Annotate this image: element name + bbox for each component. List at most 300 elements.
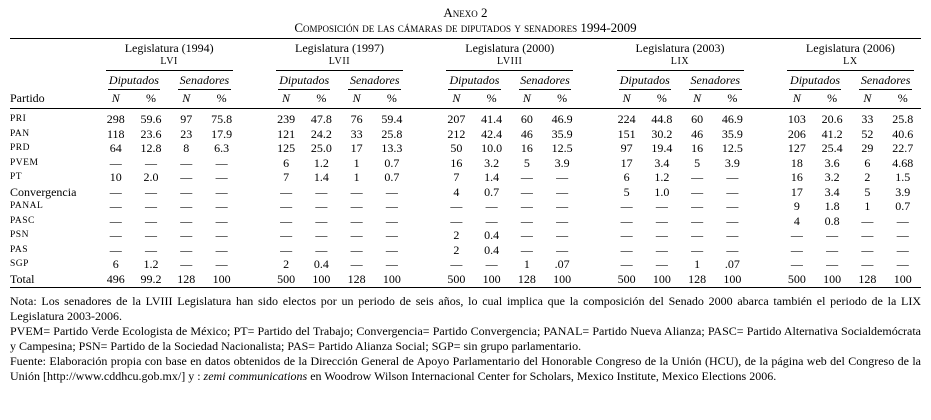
diputados-header: Diputados bbox=[439, 71, 510, 90]
column-gap bbox=[751, 214, 780, 229]
party-label: PASC bbox=[10, 215, 35, 226]
legislature-roman: LIX bbox=[670, 56, 690, 67]
value-cell: — bbox=[726, 228, 739, 242]
value-cell: 0.4 bbox=[484, 228, 500, 242]
value-cell: 1.8 bbox=[824, 199, 840, 213]
value-cell: 17 bbox=[790, 184, 803, 199]
value-cell: 2 bbox=[864, 170, 871, 184]
value-cell: 2 bbox=[283, 257, 290, 271]
column-gap bbox=[240, 199, 269, 214]
value-cell: 1.4 bbox=[484, 170, 500, 184]
value-cell: — bbox=[315, 242, 328, 257]
value-cell: 1 bbox=[864, 199, 871, 213]
value-cell: 3.2 bbox=[824, 170, 840, 184]
party-label: PT bbox=[10, 172, 23, 182]
value-cell: — bbox=[861, 257, 874, 271]
value-cell: — bbox=[556, 228, 569, 242]
value-cell: — bbox=[180, 199, 193, 213]
pct-header: % bbox=[885, 90, 921, 109]
value-cell: — bbox=[520, 242, 533, 257]
value-cell: — bbox=[215, 199, 228, 213]
party-row-sgp bbox=[10, 257, 921, 272]
value-cell: 50 bbox=[450, 141, 463, 155]
value-cell: — bbox=[385, 242, 398, 257]
party-row-pas bbox=[10, 243, 921, 258]
legislature-group-2000 bbox=[439, 39, 580, 72]
value-cell: 500 bbox=[439, 272, 473, 288]
column-gap bbox=[751, 39, 780, 72]
value-cell: — bbox=[385, 213, 398, 228]
senadores-header: Senadores bbox=[339, 71, 410, 90]
value-cell: — bbox=[556, 242, 569, 257]
table-title-block bbox=[10, 5, 921, 35]
column-gap bbox=[240, 127, 269, 142]
value-cell: 100 bbox=[203, 272, 239, 288]
value-cell: 64 bbox=[109, 141, 122, 155]
value-cell: — bbox=[485, 199, 498, 213]
fuente-italic: zemi communications bbox=[203, 369, 308, 383]
value-cell: 0.4 bbox=[313, 257, 329, 271]
value-cell: 60 bbox=[691, 112, 704, 126]
column-gap bbox=[580, 170, 609, 185]
value-cell: 5 bbox=[694, 155, 701, 170]
value-cell: — bbox=[620, 228, 633, 242]
pct-header: % bbox=[374, 90, 410, 109]
value-cell: 125 bbox=[277, 141, 296, 155]
value-cell: — bbox=[691, 184, 704, 199]
value-cell: 46 bbox=[520, 126, 533, 141]
column-gap bbox=[751, 109, 780, 127]
value-cell: — bbox=[655, 228, 668, 242]
value-cell: 33 bbox=[861, 112, 874, 126]
column-gap bbox=[751, 257, 780, 272]
column-gap bbox=[240, 257, 269, 272]
value-cell: — bbox=[280, 213, 293, 228]
party-row-pvem bbox=[10, 156, 921, 171]
column-gap bbox=[240, 156, 269, 171]
value-cell: — bbox=[145, 228, 158, 242]
value-cell: — bbox=[790, 228, 803, 242]
n-header: N bbox=[269, 90, 303, 109]
value-cell: 100 bbox=[544, 272, 580, 288]
value-cell: 59.6 bbox=[140, 112, 162, 126]
column-gap bbox=[240, 228, 269, 243]
value-cell: — bbox=[145, 184, 158, 199]
value-cell: 3.9 bbox=[724, 155, 740, 170]
party-label: Total bbox=[10, 272, 99, 288]
value-cell: 46.9 bbox=[721, 112, 743, 126]
party-label: PAS bbox=[10, 244, 29, 255]
value-cell: 100 bbox=[885, 272, 921, 288]
column-gap bbox=[410, 185, 439, 200]
value-cell: — bbox=[385, 199, 398, 213]
value-cell: — bbox=[215, 228, 228, 242]
column-gap bbox=[580, 257, 609, 272]
column-gap bbox=[580, 243, 609, 258]
column-gap bbox=[410, 71, 439, 90]
value-cell: 35.9 bbox=[721, 126, 743, 141]
value-cell: 18 bbox=[790, 155, 803, 170]
party-label: PAN bbox=[10, 128, 30, 139]
legislature-roman: LVIII bbox=[497, 56, 523, 67]
party-label: Convergencia bbox=[10, 184, 77, 199]
value-cell: .07 bbox=[554, 257, 570, 271]
legislature-roman: LX bbox=[843, 56, 858, 67]
value-cell: — bbox=[620, 199, 633, 213]
table-head bbox=[10, 39, 921, 109]
value-cell: — bbox=[790, 242, 803, 257]
legislature-roman: LVI bbox=[160, 56, 178, 67]
legislature-group-2006 bbox=[780, 39, 921, 72]
value-cell: 298 bbox=[106, 112, 125, 126]
party-row-pasc bbox=[10, 214, 921, 229]
column-gap bbox=[751, 156, 780, 171]
column-gap bbox=[410, 127, 439, 142]
value-cell: — bbox=[450, 213, 463, 228]
value-cell: 12.5 bbox=[551, 141, 573, 155]
legislature-header-row bbox=[10, 39, 921, 72]
column-gap bbox=[410, 109, 439, 127]
senadores-header: Senadores bbox=[680, 71, 751, 90]
value-cell: 0.7 bbox=[484, 184, 500, 199]
pct-header: % bbox=[203, 90, 239, 109]
column-gap bbox=[580, 109, 609, 127]
value-cell: 97 bbox=[180, 112, 193, 126]
value-cell: — bbox=[691, 213, 704, 228]
value-cell: 100 bbox=[303, 272, 339, 288]
legislature-name: Legislatura (2006) bbox=[805, 41, 895, 55]
value-cell: 212 bbox=[447, 126, 466, 141]
party-row-panal bbox=[10, 199, 921, 214]
annex-title: Anexo 2 bbox=[443, 5, 488, 20]
pct-header: % bbox=[544, 90, 580, 109]
value-cell: — bbox=[315, 184, 328, 199]
value-cell: 29 bbox=[861, 141, 874, 155]
value-cell: 103 bbox=[787, 112, 806, 126]
column-gap bbox=[410, 243, 439, 258]
value-cell: 128 bbox=[680, 272, 714, 288]
value-cell: — bbox=[350, 242, 363, 257]
value-cell: 24.2 bbox=[310, 126, 332, 141]
value-cell: 1 bbox=[694, 257, 701, 271]
value-cell: 52 bbox=[861, 126, 874, 141]
value-cell: 0.4 bbox=[484, 242, 500, 257]
senadores-header: Senadores bbox=[510, 71, 581, 90]
party-label: PVEM bbox=[10, 157, 39, 168]
senadores-header: Senadores bbox=[850, 71, 921, 90]
value-cell: 17.9 bbox=[211, 126, 233, 141]
value-cell: 151 bbox=[617, 126, 636, 141]
value-cell: 224 bbox=[617, 112, 636, 126]
value-cell: — bbox=[180, 170, 193, 184]
value-cell: 1 bbox=[353, 170, 360, 184]
value-cell: 128 bbox=[510, 272, 544, 288]
value-cell: 16 bbox=[450, 155, 463, 170]
table-caption: Composición de las cámaras de diputados y senadores 1994-2009 bbox=[294, 20, 637, 35]
column-gap bbox=[580, 272, 609, 288]
column-gap bbox=[410, 272, 439, 288]
column-gap bbox=[410, 257, 439, 272]
column-gap bbox=[751, 199, 780, 214]
column-gap bbox=[240, 272, 269, 288]
n-header: N bbox=[780, 90, 814, 109]
value-cell: — bbox=[109, 242, 122, 257]
value-cell: 25.0 bbox=[310, 141, 332, 155]
value-cell: — bbox=[691, 199, 704, 213]
party-label: PRI bbox=[10, 114, 27, 124]
value-cell: 2 bbox=[453, 242, 460, 257]
value-cell: 8 bbox=[183, 141, 190, 155]
value-cell: 6 bbox=[283, 155, 290, 170]
value-cell: 12.8 bbox=[140, 141, 162, 155]
value-cell: — bbox=[520, 213, 533, 228]
value-cell: — bbox=[109, 184, 122, 199]
value-cell: — bbox=[896, 242, 909, 257]
value-cell: 12.5 bbox=[721, 141, 743, 155]
fuente-after: en Woodrow Wilson Internacional Center for Scholars, Mexico Institute, Mexico Elections 2006. bbox=[307, 369, 777, 383]
value-cell: 1.2 bbox=[654, 170, 670, 184]
value-cell: — bbox=[315, 228, 328, 242]
column-gap bbox=[751, 127, 780, 142]
value-cell: 3.9 bbox=[895, 184, 911, 199]
party-label: PANAL bbox=[10, 201, 44, 211]
value-cell: — bbox=[726, 242, 739, 257]
value-cell: 500 bbox=[269, 272, 303, 288]
column-gap bbox=[751, 185, 780, 200]
value-cell: — bbox=[896, 213, 909, 228]
value-cell: — bbox=[861, 242, 874, 257]
value-cell: 99.2 bbox=[133, 272, 169, 288]
value-cell: — bbox=[215, 155, 228, 170]
column-gap bbox=[580, 39, 609, 72]
value-cell: — bbox=[450, 199, 463, 213]
value-cell: — bbox=[315, 199, 328, 213]
value-cell: — bbox=[520, 199, 533, 213]
column-gap bbox=[751, 71, 780, 90]
column-gap bbox=[410, 141, 439, 156]
corner-cell bbox=[10, 71, 99, 90]
value-cell: — bbox=[109, 213, 122, 228]
value-cell: 3.2 bbox=[484, 155, 500, 170]
value-cell: — bbox=[215, 213, 228, 228]
column-gap bbox=[410, 199, 439, 214]
pct-header: % bbox=[814, 90, 850, 109]
value-cell: — bbox=[655, 213, 668, 228]
party-row-prd bbox=[10, 141, 921, 156]
column-gap bbox=[580, 214, 609, 229]
legislature-name: Legislatura (1994) bbox=[124, 41, 214, 55]
table-body bbox=[10, 109, 921, 288]
pct-header: % bbox=[133, 90, 169, 109]
n-header: N bbox=[169, 90, 203, 109]
value-cell: 4 bbox=[453, 184, 460, 199]
value-cell: — bbox=[315, 213, 328, 228]
value-cell: — bbox=[655, 199, 668, 213]
value-cell: 35.9 bbox=[551, 126, 573, 141]
value-cell: — bbox=[180, 257, 193, 271]
n-header: N bbox=[439, 90, 473, 109]
pct-header: % bbox=[303, 90, 339, 109]
column-gap bbox=[410, 228, 439, 243]
value-cell: 41.4 bbox=[481, 112, 503, 126]
value-cell: — bbox=[726, 184, 739, 199]
value-cell: 13.3 bbox=[381, 141, 403, 155]
diputados-header: Diputados bbox=[99, 71, 170, 90]
value-cell: — bbox=[180, 155, 193, 170]
value-cell: — bbox=[485, 257, 498, 271]
value-cell: 1.4 bbox=[313, 170, 329, 184]
value-cell: — bbox=[350, 257, 363, 271]
party-row-psn bbox=[10, 228, 921, 243]
value-cell: 3.4 bbox=[654, 155, 670, 170]
value-cell: 59.4 bbox=[381, 112, 403, 126]
value-cell: — bbox=[556, 184, 569, 199]
value-cell: 23.6 bbox=[140, 126, 162, 141]
value-cell: 128 bbox=[850, 272, 884, 288]
value-cell: 46.9 bbox=[551, 112, 573, 126]
column-gap bbox=[240, 109, 269, 127]
value-cell: — bbox=[826, 257, 839, 271]
value-cell: 121 bbox=[277, 126, 296, 141]
notes-block bbox=[10, 294, 921, 384]
value-cell: — bbox=[620, 257, 633, 271]
value-cell: 4.68 bbox=[892, 155, 914, 170]
value-cell: — bbox=[350, 199, 363, 213]
value-cell: — bbox=[280, 242, 293, 257]
value-cell: 16 bbox=[691, 141, 704, 155]
legislature-name: Legislatura (2000) bbox=[465, 41, 555, 55]
partido-header: Partido bbox=[10, 90, 99, 109]
column-gap bbox=[580, 228, 609, 243]
value-cell: — bbox=[655, 242, 668, 257]
value-cell: — bbox=[180, 213, 193, 228]
value-cell: 496 bbox=[99, 272, 133, 288]
value-cell: 75.8 bbox=[211, 112, 233, 126]
abbreviations-text: PVEM= Partido Verde Ecologista de México; PT= Partido del Trabajo; Convergencia= Partido Convergencia; PANAL= Partido Nueva Alianza; PASC= Partido Alternativa Socialdemócrata y Campesina; PSN= Partido de la Sociedad Nacionalista; PAS= Partido Alianza Social; SGP= sin grupo parlamentario. bbox=[10, 324, 921, 353]
value-cell: 46 bbox=[691, 126, 704, 141]
column-gap bbox=[410, 90, 439, 109]
column-gap bbox=[580, 156, 609, 171]
value-cell: — bbox=[826, 228, 839, 242]
n-header: N bbox=[339, 90, 373, 109]
value-cell: 40.6 bbox=[892, 126, 914, 141]
value-cell: 0.8 bbox=[824, 213, 840, 228]
column-gap bbox=[580, 90, 609, 109]
value-cell: 3.9 bbox=[554, 155, 570, 170]
party-label: PSN bbox=[10, 230, 29, 240]
value-cell: — bbox=[620, 242, 633, 257]
fuente-before: Fuente: Elaboración propia con base en datos obtenidos de la Dirección General de Apoyo Parlamentario del Honorable Congreso de la Unión (HCU), de la página web del Congreso de la Unión [http://www.cddhcu.gob.mx/] y : bbox=[10, 354, 921, 383]
column-gap bbox=[751, 228, 780, 243]
pct-header: % bbox=[644, 90, 680, 109]
diputados-header: Diputados bbox=[269, 71, 340, 90]
value-cell: — bbox=[109, 228, 122, 242]
column-gap bbox=[751, 90, 780, 109]
n-header: N bbox=[610, 90, 644, 109]
value-cell: — bbox=[180, 184, 193, 199]
value-cell: — bbox=[691, 242, 704, 257]
value-cell: — bbox=[861, 228, 874, 242]
party-row-convergencia bbox=[10, 185, 921, 200]
column-gap bbox=[240, 185, 269, 200]
value-cell: .07 bbox=[724, 257, 740, 271]
value-cell: 100 bbox=[714, 272, 750, 288]
legislature-group-1994 bbox=[99, 39, 240, 72]
value-cell: 500 bbox=[780, 272, 814, 288]
value-cell: 5 bbox=[523, 155, 530, 170]
value-cell: — bbox=[215, 242, 228, 257]
value-cell: 25.8 bbox=[381, 126, 403, 141]
party-row-pri bbox=[10, 109, 921, 127]
column-gap bbox=[580, 185, 609, 200]
value-cell: 1.5 bbox=[895, 170, 911, 184]
value-cell: — bbox=[109, 155, 122, 170]
value-cell: 6.3 bbox=[214, 141, 230, 155]
value-cell: 100 bbox=[814, 272, 850, 288]
value-cell: — bbox=[385, 257, 398, 271]
value-cell: 33 bbox=[350, 126, 363, 141]
value-cell: 16 bbox=[520, 141, 533, 155]
value-cell: 2 bbox=[453, 228, 460, 242]
column-gap bbox=[240, 170, 269, 185]
legislature-name: Legislatura (1997) bbox=[294, 41, 384, 55]
column-gap bbox=[240, 90, 269, 109]
value-cell: — bbox=[520, 184, 533, 199]
value-cell: 2.0 bbox=[143, 170, 159, 184]
value-cell: 0.7 bbox=[384, 155, 400, 170]
value-cell: — bbox=[350, 184, 363, 199]
value-cell: — bbox=[861, 213, 874, 228]
legislature-group-1997 bbox=[269, 39, 410, 72]
value-cell: 25.8 bbox=[892, 112, 914, 126]
column-gap bbox=[410, 214, 439, 229]
total-row bbox=[10, 272, 921, 288]
value-cell: 41.2 bbox=[821, 126, 843, 141]
value-cell: — bbox=[826, 242, 839, 257]
value-cell: 6 bbox=[112, 257, 119, 271]
value-cell: — bbox=[556, 213, 569, 228]
value-cell: 6 bbox=[864, 155, 871, 170]
party-row-pan bbox=[10, 127, 921, 142]
value-cell: — bbox=[385, 228, 398, 242]
legislature-name: Legislatura (2003) bbox=[635, 41, 725, 55]
value-cell: 0.7 bbox=[384, 170, 400, 184]
column-gap bbox=[580, 199, 609, 214]
column-gap bbox=[580, 71, 609, 90]
value-cell: — bbox=[790, 257, 803, 271]
value-cell: 20.6 bbox=[821, 112, 843, 126]
value-cell: 25.4 bbox=[821, 141, 843, 155]
column-gap bbox=[240, 243, 269, 258]
value-cell: 10.0 bbox=[481, 141, 503, 155]
value-cell: — bbox=[520, 170, 533, 184]
n-header: N bbox=[99, 90, 133, 109]
diputados-header: Diputados bbox=[610, 71, 681, 90]
value-cell: 5 bbox=[623, 184, 630, 199]
value-cell: 17 bbox=[620, 155, 633, 170]
value-cell: — bbox=[180, 228, 193, 242]
value-cell: 42.4 bbox=[481, 126, 503, 141]
value-cell: — bbox=[556, 170, 569, 184]
value-cell: — bbox=[280, 228, 293, 242]
value-cell: 76 bbox=[350, 112, 363, 126]
value-cell: 500 bbox=[610, 272, 644, 288]
value-cell: 60 bbox=[520, 112, 533, 126]
column-gap bbox=[751, 272, 780, 288]
party-row-pt bbox=[10, 170, 921, 185]
column-gap bbox=[410, 170, 439, 185]
value-cell: — bbox=[556, 199, 569, 213]
